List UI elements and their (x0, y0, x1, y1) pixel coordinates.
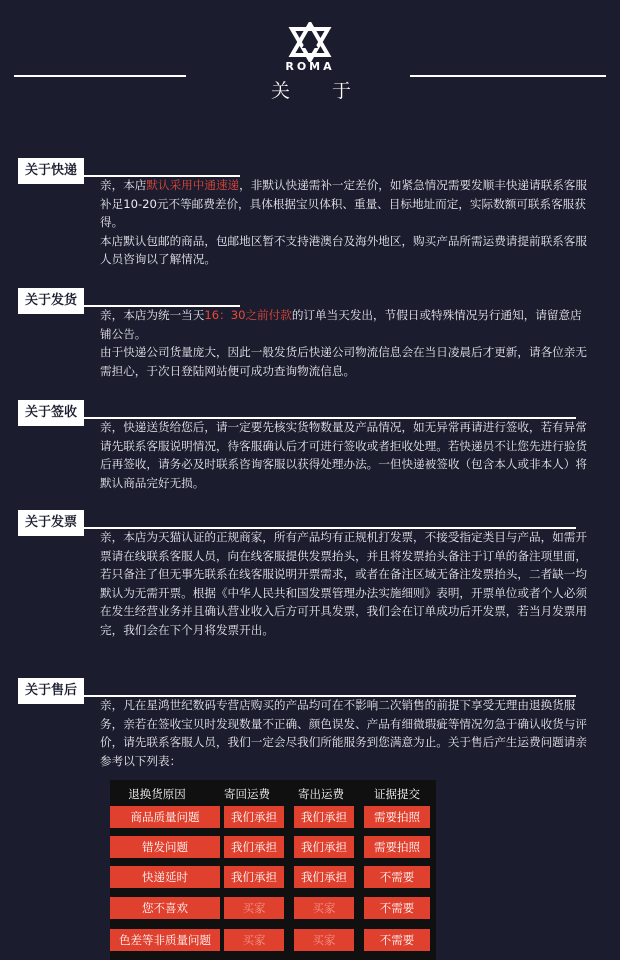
table-cell: 我们承担 (294, 836, 354, 858)
header-divider-right (410, 75, 606, 77)
column-header: 证据提交 (374, 787, 420, 801)
column-header: 寄回运费 (224, 787, 270, 801)
section-title: 关于签收 (18, 400, 84, 426)
paragraph: 亲，本店为天猫认证的正规商家，所有产品均有正规机打发票，不接受指定类目与产品，如需开票请在线联系客服人员，向在线客服提供发票抬头，并且将发票抬头备注于订单的备注项里面，若只备注了但无事先联系在线客服说明开票需求，或者在备注区域无备注发票抬头，二者缺一均默认为无需开票。根据《中华人民共和国发票管理办法实施细则》表明，开票单位或者个人必须在发生经营业务并且确认营业收入后方可开具发票，我们会在订单成功后开发票，若当月发票用完，我们会在下个月将发票开出。 (100, 530, 587, 637)
highlight-text: 16：30之前付款 (204, 308, 292, 322)
section-body (100, 306, 592, 380)
table-header (110, 782, 436, 806)
paragraph: 亲，本店为统一当天16：30之前付款的订单当天发出，节假日或特殊情况另行通知，请留意店铺公告。 (100, 308, 582, 341)
roma-logo-icon (287, 22, 333, 62)
column-header: 退换货原因 (128, 787, 186, 801)
table-row (110, 897, 436, 919)
table-cell: 错发问题 (110, 836, 220, 858)
table-row (110, 806, 436, 828)
table-cell: 快递延时 (110, 866, 220, 888)
section-title: 关于发货 (18, 288, 84, 314)
table-cell: 我们承担 (224, 866, 284, 888)
paragraph: 由于快递公司货量庞大，因此一般发货后快递公司物流信息会在当日凌晨后才更新，请各位亲无需担心，于次日登陆网站便可成功查询物流信息。 (100, 345, 587, 378)
table-cell: 买家 (224, 897, 284, 919)
table-cell: 买家 (294, 929, 354, 951)
table-cell: 商品质量问题 (110, 806, 220, 828)
page-header (0, 0, 620, 120)
table-row (110, 866, 436, 888)
table-cell: 买家 (294, 897, 354, 919)
header-divider-left (14, 75, 186, 77)
paragraph: 亲，本店默认采用中通速递，非默认快递需补一定差价，如紧急情况需要发顺丰快递请联系客服补足10-20元不等邮费差价，具体根据宝贝体积、重量、目标地址而定，实际数额可联系客服获得。 (100, 178, 587, 229)
paragraph: 亲，快递送货给您后，请一定要先核实货物数量及产品情况，如无异常再请进行签收，若有异常请先联系客服说明情况，待客服确认后才可进行签收或者拒收处理。若快递员不让您先进行验货后再签收，请务必及时联系咨询客服以获得处理办法。一但快递被签收（包含本人或非本人）将默认商品完好无损。 (100, 420, 587, 490)
section-body (100, 418, 592, 492)
column-header: 寄出运费 (298, 787, 344, 801)
table-cell: 我们承担 (294, 806, 354, 828)
table-cell: 我们承担 (294, 866, 354, 888)
table-cell: 需要拍照 (364, 806, 430, 828)
page-title: 关 于 (270, 80, 370, 102)
section-title: 关于快递 (18, 158, 84, 184)
table-cell: 不需要 (364, 866, 430, 888)
table-row (110, 836, 436, 858)
section-body (100, 696, 592, 770)
table-cell: 我们承担 (224, 806, 284, 828)
paragraph: 本店默认包邮的商品，包邮地区暂不支持港澳台及海外地区，购买产品所需运费请提前联系客服人员咨询以了解情况。 (100, 233, 587, 266)
section-body (100, 176, 592, 269)
table-cell: 色差等非质量问题 (110, 929, 220, 951)
table-row (110, 929, 436, 951)
table-cell: 买家 (224, 929, 284, 951)
paragraph: 亲，凡在星鸿世纪数码专营店购买的产品均可在不影响二次销售的前提下享受无理由退换货服务，亲若在签收宝贝时发现数量不正确、颜色误发、产品有细微瑕疵等情况勿急于确认收货与评价，请先联系客服人员，我们一定会尽我们所能服务到您满意为止。关于售后产生运费问题请亲参考以下列表： (100, 698, 587, 768)
section-title: 关于售后 (18, 678, 84, 704)
table-cell: 需要拍照 (364, 836, 430, 858)
table-cell: 我们承担 (224, 836, 284, 858)
section-body (100, 528, 592, 639)
highlight-text: 默认采用中通速递 (146, 178, 240, 192)
table-cell: 不需要 (364, 929, 430, 951)
section-title: 关于发票 (18, 510, 84, 536)
table-cell: 您不喜欢 (110, 897, 220, 919)
table-cell: 不需要 (364, 897, 430, 919)
return-policy-table (110, 780, 436, 960)
logo-text: ROMA (285, 60, 335, 73)
